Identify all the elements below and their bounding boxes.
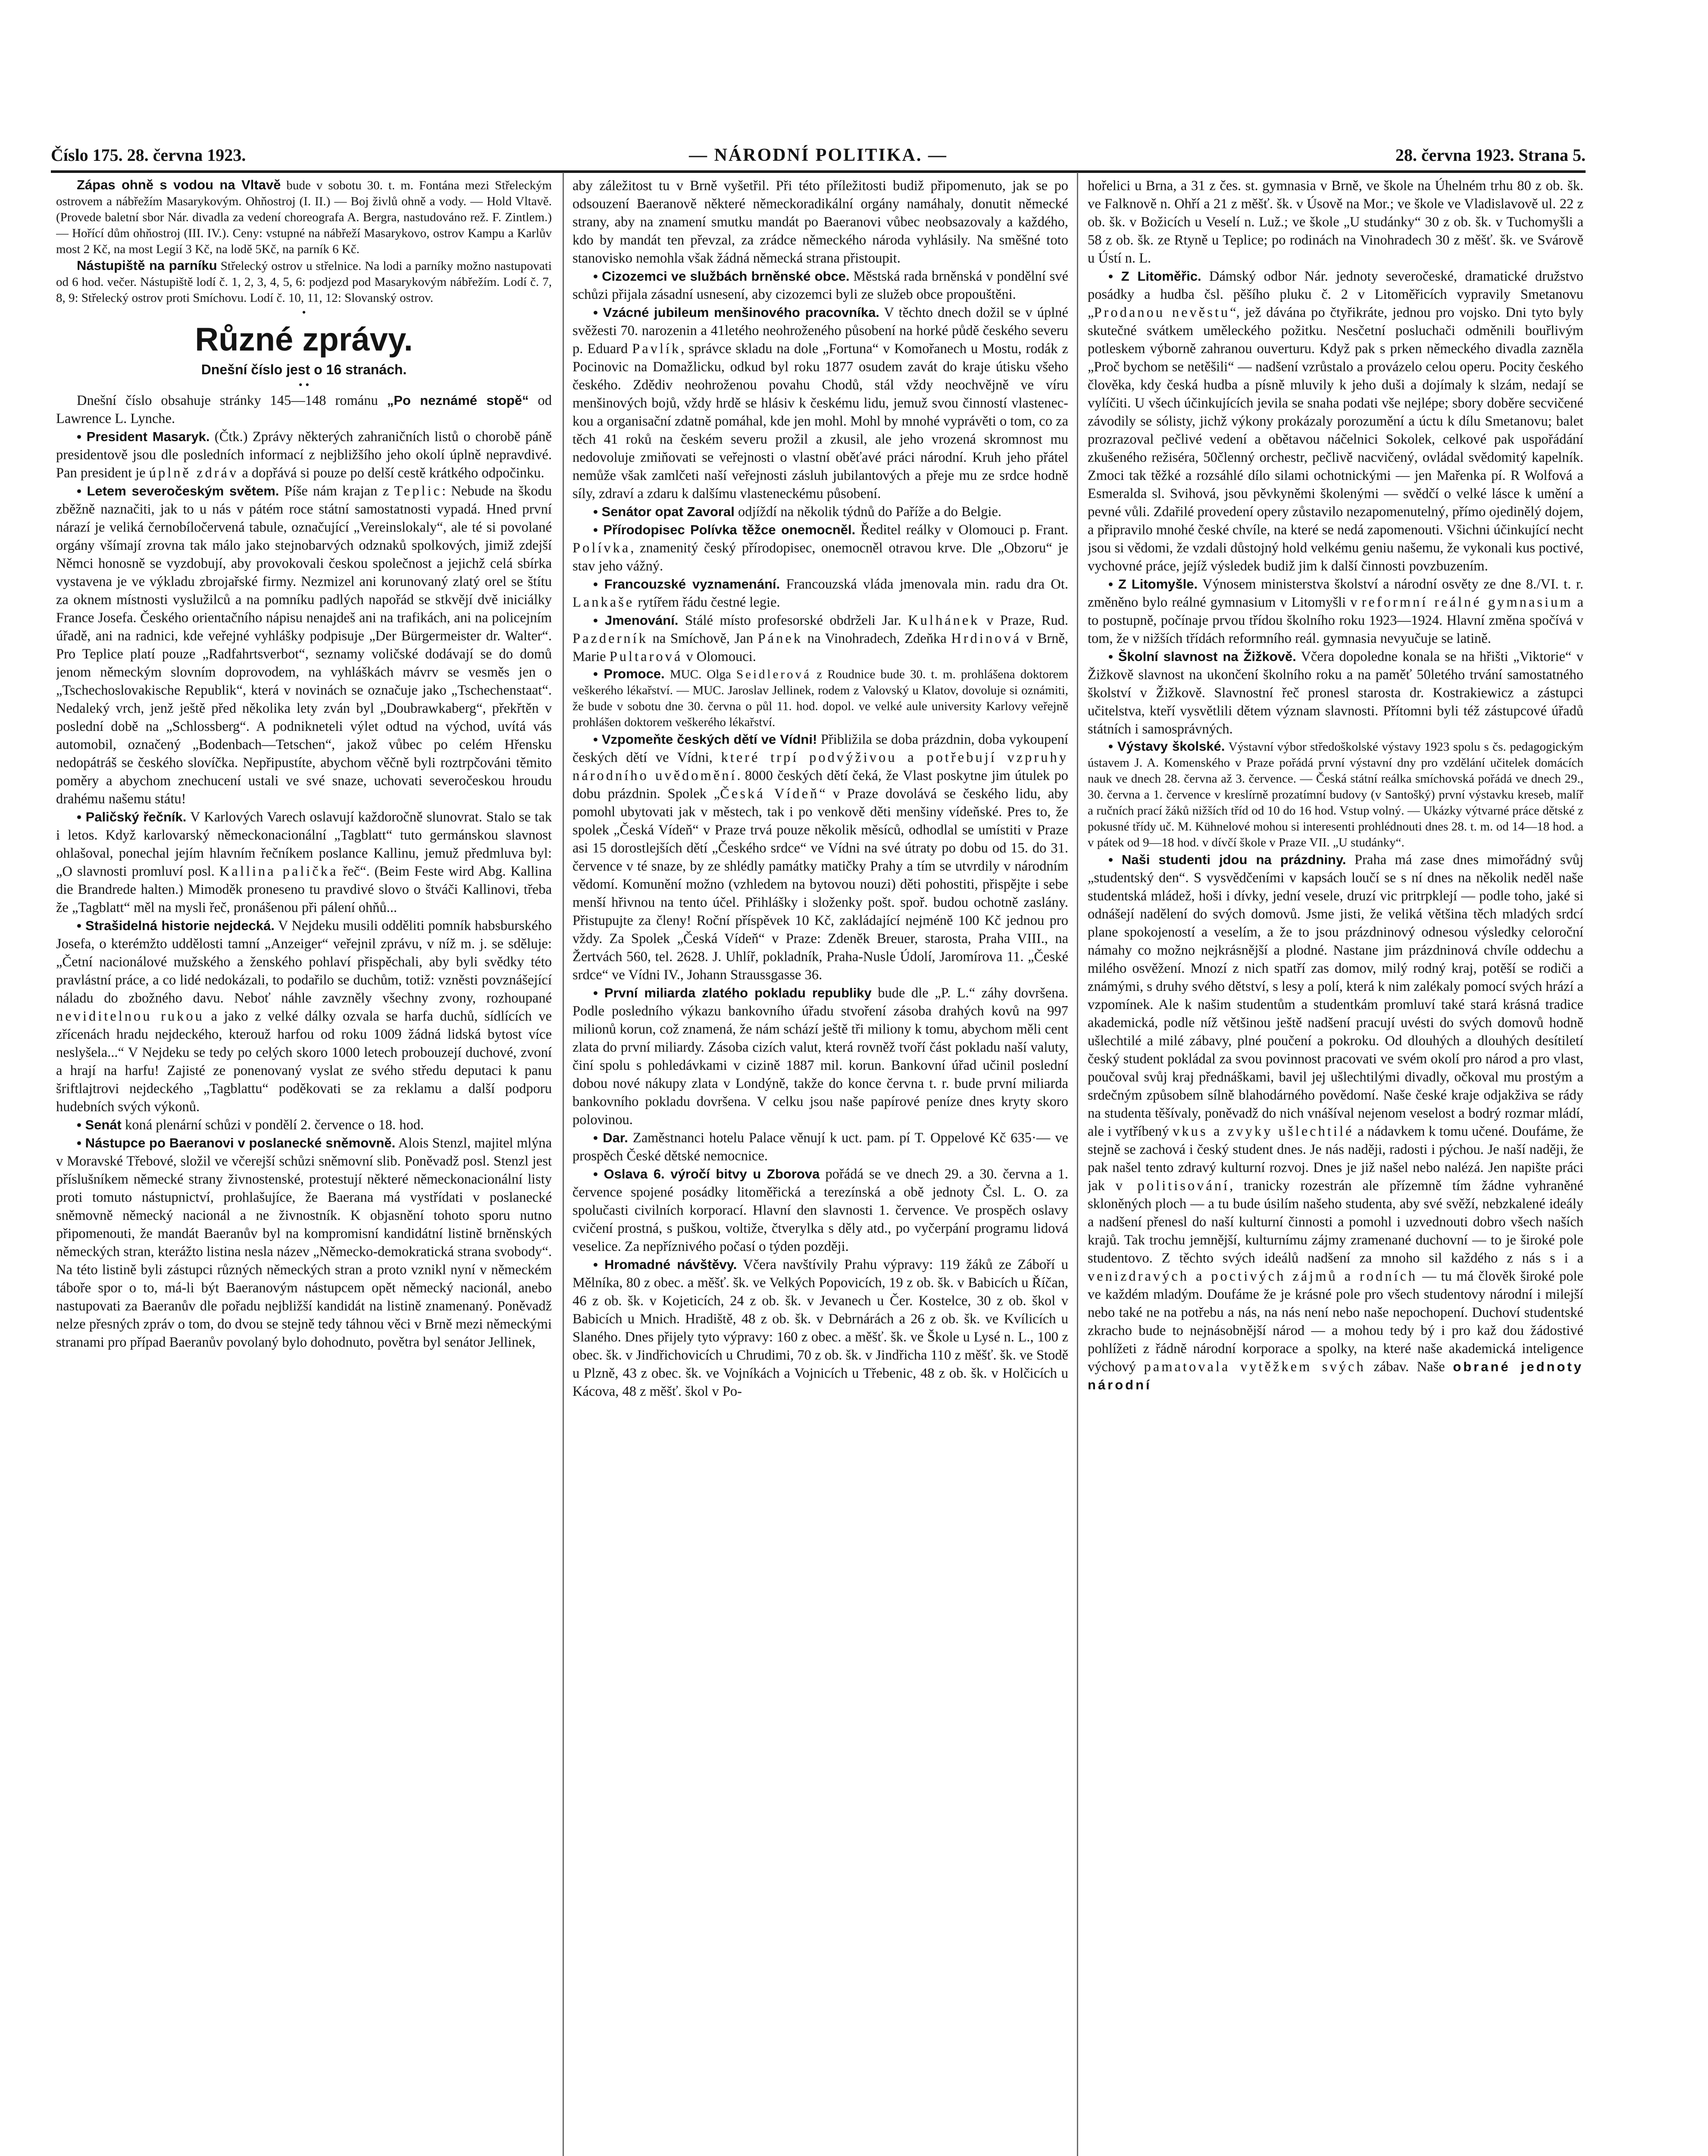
article: [56, 808, 552, 917]
article: [1088, 177, 1583, 267]
article-title: • Paličský řečník.: [77, 809, 187, 824]
issue-number: Číslo 175. 28. června 1923.: [51, 145, 246, 165]
article-text: v Brně, Marie: [572, 631, 1068, 664]
spaced-text: Pavlík: [632, 341, 681, 357]
spaced-text: pamatovala vytěžkem svých: [1144, 1359, 1366, 1375]
article-text: (Čtk.) Zprávy některých zahraničních listů o chorobě páně presidentově jsou dle posledních informací z nejbližšího jeho okolí úplně nepravdivé. Pan president je: [56, 429, 552, 481]
article-text: Ředitel reálky v Olomouci p. Frant.: [855, 522, 1068, 538]
article: [572, 1129, 1068, 1165]
novel-title: „Po neznámé stopě“: [387, 393, 529, 408]
article: [572, 611, 1068, 666]
spaced-text: Pánek: [757, 631, 803, 646]
article-text: Včera dopoledne konala se na hřišti „Viktorie“ v Žižkově slavnost na ukončení školního roku a na paměť 50letého trvání samostatného školství v Žižkově. Slavnostní řeč pronesl starosta dr. Kostrakiewicz a zástupci učitelstva, kteří vysvětlili dětem význam slavnosti. Přítomni byli též zástupcové úřadů státních i samosprávných.: [1088, 649, 1583, 737]
spaced-text: obrané jednoty národní: [1088, 1359, 1583, 1392]
spaced-text: Lankaše: [572, 595, 635, 610]
article-text: . 8000 českých dětí čeká, že Vlast poskytne jim útulek po dobu prázdnin. Spolek „: [572, 768, 1068, 802]
article-text: , znamenitý český přírodopisec, onemocněl otravou krve. Dle „Obzoru“ je stav jeho vážný.: [572, 540, 1068, 574]
article-text: od Lawrence L. Lynche.: [56, 393, 552, 426]
article-title: • Z Litomyšle.: [1108, 577, 1198, 592]
article: [56, 257, 552, 306]
article-title: • Senát: [77, 1117, 122, 1132]
article-text: aby záležitost tu v Brně vyšetřil. Při této příležitosti budiž připomenuto, jak se po odsouzení Baeranově některé německoradikální orgány namáhaly, donutit německé strany, aby na znamení smutku mandát po Baeranovi vůbec neobsazovaly a každého, kdo by mandát ten převzal, za zrádce německého národa vyhlásily. Na směšné toto stanovisko nemohla však žádná německá strana přistoupit.: [572, 178, 1068, 266]
article-text: Přibližila se doba prázdnin, doba vykoupení českých dětí ve Vídni,: [572, 732, 1068, 765]
article-title: • Vzpomeňte českých dětí ve Vídni!: [593, 732, 817, 747]
article-text: “ v Praze dovolává se českého lidu, aby pomohl ubytovati jak v městech, tak i po venkově děti menšiny vídeňské. Pres to, že spolek „Česká Vídeň“ v Praze trvá pouze několik měsíců, odhodlal se umístiti v Praze asi 15 dorostlejších dětí „Českého srdce“ ve Vídni na své útraty po dobu od 15. do 31. července v té snaze, by ze shlédly památky matičky Prahy a tím se utvrdily v národním vědomí. Komunění možno (vzhledem na bytovou nouzi) děti pohostiti, přispějte i sebe menší hřivnou na tento účel. Přihlášky i složenky pošt. spoř. budou ochotně zaslány. Přistupujte za členy! Roční příspěvek 10 Kč, zakládající nejméně 100 Kč jednou pro vždy. Za Spolek „Česká Vídeň“ v Praze: Zdeněk Breuer, starosta, Praha VIII., na Žertvách 560, tel. 2628. J. Uhlíř, pokladník, Praha-Nusle Údolí, Jaromírova 11. „České srdce“ ve Vídni IV., Johann Straussgasse 36.: [572, 786, 1068, 983]
article-title: • Jmenování.: [593, 613, 679, 628]
article-text: v Olomouci.: [682, 649, 756, 664]
article-title: • President Masaryk.: [77, 429, 210, 444]
article-text: Stálé místo profesorské obdrželi Jar.: [678, 613, 908, 628]
spaced-text: v politisování: [1115, 1178, 1230, 1194]
article: [56, 428, 552, 482]
article: [56, 482, 552, 808]
article-text: Městská rada brněnská v pondělní své schůzi přijala zásadní usnesení, aby cizozemci byli ze služeb obce propouštěni.: [572, 269, 1068, 302]
article: [572, 1165, 1068, 1256]
article: [572, 521, 1068, 575]
page-header: [51, 142, 1586, 172]
article-text: z Roudnice bude 30. t. m. prohlášena doktorem veškerého lékařství. — MUC. Jaroslav Jellinek, rodem z Valovský u Klatov, dovoluje si oznámiti, že bude v sobotu dne 30. června o půl 11. hod. dopol. ve velké aule university Karlovy veřejně prohlášen doktorem veškerého lékařství.: [572, 667, 1068, 729]
article: [1088, 738, 1583, 851]
article: [56, 917, 552, 1116]
article-text: Zaměstnanci hotelu Palace věnují k uct. pam. pí T. Oppelové Kč 635·— ve prospěch České dětské nemocnice.: [572, 1130, 1068, 1164]
article-text: bude dle „P. L.“ záhy dovršena. Podle posledního výkazu bankovního úřadu stvoření zásoba drahých kovů na 997 milionů korun, což znamená, že nám schází ještě tři miliony k tomu, abychom měli cent zlata do první miliardy. Zásoba cizích valut, která rovněž tvoří část pokladu naší valuty, činí spolu s pohledávkami v cizině 1887 mil. korun. Bankovní úřad učinil poslední dobou nové nákupy zlata v Londýně, takže do konce června t. r. bude první miliarda bankovního pokladu dovršena. V celku jsou naše papírové peníze dnes kryty skoro polovinou.: [572, 985, 1068, 1128]
spaced-text: Česká Vídeň: [720, 786, 820, 802]
article-text: Francouzská vláda jmenovala min. radu dra Ot.: [780, 577, 1068, 592]
article-text: odjíždí na několik týdnů do Paříže a do Belgie.: [734, 504, 1001, 520]
article-text: V Nejdeku musili odděliti pomník habsburského Josefa, o kterémžto uddělosti tamní „Anzeiger“ veřejnil zprávu, v níž m. j. se sděluje: „Četní nacionálové mužského a ženského pohlaví přispěchali, aby byli svědky této pravlástní práce, a co lidé nedokázali, to podařilo se duchům, totiž: vzněsti povznášející náladu do zbožného davu. Neboť náhle zavzněly všechny zvony, rozhoupané: [56, 918, 552, 1006]
article: [572, 730, 1068, 984]
article-text: koná plenární schůzi v pondělí 2. července o 18. hod.: [121, 1117, 424, 1133]
article: [572, 503, 1068, 521]
article-text: bude v sobotu 30. t. m. Fontána mezi Střeleckým ostrovem a nábřežím Masarykovým. Ohňostroj (I. II.) — Boj živlů ohně a vody. — Hold Vltavě. (Provede baletní sbor Nár. divadla za vedení choreografa A. Bergra, nastudováno rež. F. Zintlem.) — Hořící dům ohňostroj (III. IV.). Ceny: vstupné na nábřeží Masarykovo, ostrov Kampu a Karlův most 2 Kč, na most Legií 3 Kč, na lodě 5Kč, na parník 6 Kč.: [56, 179, 552, 256]
article-title: • Školní slavnost na Žižkově.: [1108, 649, 1296, 664]
spaced-text: Pultarová: [609, 649, 683, 664]
column-divider: [1077, 172, 1078, 2156]
article-title: • Francouzské vyznamenání.: [593, 577, 780, 592]
separator: •: [302, 306, 306, 319]
article: [572, 666, 1068, 730]
article-title: • Letem severočeským světem.: [77, 483, 279, 498]
article-text: Dámský odbor Nár. jednoty severočeské, dramatické družstvo posádky a hudba čsl. pěšího pluku č. 2 v Litoměřicích vypravily Smetanovu „: [1088, 269, 1583, 320]
spaced-text: Hrdinová: [951, 631, 1022, 646]
article-text: Výnosem ministerstva školství a národní osvěty ze dne 8./VI. t. r. změněno bylo reálné gymnasium v Litomyšli v: [1088, 577, 1583, 610]
article-text: : Nebude na škodu zběžně naznačiti, jak to u nás v pátém roce státní samostatnosti vypadá. Hned první nárazí je veliká černobíločervená tabule, označující „Vereinslokaly“, ale té si povolané orgány všímají zrovna tak málo jako stejnobarvých odznaků spolkových, jimiž zdejší Němci honosně se vyzdobují, aby provokovali českou společnost a jejichž celá sbírka vystavena je ve výkladu zbrojařské firmy. Nezmizel ani korunovaný zlatý orel se štítu za oknem místnosti vyslužilců a na pomníku padlých napořád se stkvějí dvě iniciálky France Josefa. Českého orientačního nápisu nenajdeš ani na trafikách, ani na policejním úřadě, ani na radnici, kde veřejné vyhlášky podpisuje „Der Bürgermeister dr. Walter“. Pro Teplice platí pouze „Radfahrtsverbot“, seznamy voličské dodávají se do domů jenom německým slovním doprovodem, na vyhláškách mávrv se vesměs jen o „Tschechoslovakische Republik“, která v novinách se označuje jako „Tschechenstaat“. Nedaleký vrch, jenž ještě před několika lety zván byl „Doubrawkaberg“, překřtěn v poslední době na „Schlossberg“. A podnikneteli výlet odtud na východ, uvítá vás automobil, označený „Bodenbach—Tetschen“, jakož vůbec po celém Hřensku nedopátráš se českého slovíčka. Nepřipustíte, abychom věčně byli roztrpčováni těmito poměry a abychom znechucení ustali ve své snaze, uchovati severočeskou hroudu drahému našemu státu!: [56, 483, 552, 807]
article-text: rytířem řádu čestné legie.: [634, 595, 780, 610]
article: [572, 267, 1068, 304]
article-text: a dopřává si pouze po delší cestě krátkého odpočinku.: [238, 465, 544, 481]
separator: • •: [298, 379, 310, 391]
article-text: hořelici u Brna, a 31 z čes. st. gymnasia v Brně, ve škole na Úhelném trhu 80 z ob. šk. ve Falknově n. Ohří a 21 z měšť. šk. v Úsově na Mor.; ve škole ve Vladislavově ul. 22 z ob. šk. v Božicích u Veselí n. Luž.; ve škole „U studánky“ 30 z ob. šk. v Tuchomyšli a 58 z ob. šk. ze Rtyně u Teplice; po rodinách na Vinohradech 30 z měšť. šk. ve Svárově u Ústí n. L.: [1088, 178, 1583, 266]
spaced-text: které trpí podvýživou a potřebují vzpruhy národního uvědomění: [572, 750, 1068, 783]
article-text: Praha má zase dnes mimořádný svůj „studentský den“. S vysvědčeními v kapsách loučí se s ní dnes na několik neděl naše studentská mládež, hoši i dívky, jední vesele, druzí vic pritrpklejí — podle toho, jaké si odnášejí nadělení do svých domovů. Jsme jisti, že veliká většina těch mladých srdcí plane spokojeností a veselím, a že to jsou prázdninový odnesou výsledky celoroční námahy co možno nejkrásnější a plodné. Nastane jim prázdninová chvíle oddechu a milého osvěžení. Mnozí z nich spatří zas domov, milý rodný kraj, potěší se rodiči a známými, s druhy svého dětství, s lesy a polí, která k nim zalékaly pomocí svých hrází a vzpomínek. Ale k našim studentům a studentkám promluví také stará krásná tradice akademická, podle níž většinou ještě nadšení pracují uvésti do svých domovů hodně ušlechtilé a milé zábavy, plné poučení a pokroku. Od dlouhých a dlouhých desítiletí český student pokládal za svou povinnost pracovati ve svém okolí pro národ a pro vlast, poučoval svůj kraj přednáškami, bavil jej ušlechtilými divadly, očkoval mu prostým a srdečným způsobem sílně blahodárného povědomí. Naše české kraje odjakživa se rády na studenta těšívaly, poněvadž do nich vnášíval nejenom veselost a bodrý rozmar mládí, ale i vytříbený: [1088, 852, 1583, 1139]
spaced-text: Kulhánek: [908, 613, 980, 628]
column-1: [56, 177, 552, 2156]
spaced-text: Teplic: [394, 483, 442, 499]
article-title: • Přírodopisec Polívka těžce onemocněl.: [593, 522, 856, 537]
article-title: • Promoce.: [593, 666, 665, 681]
spaced-text: úplně zdráv: [149, 465, 239, 481]
article-title: • Naši studenti jdou na prázdniny.: [1108, 852, 1346, 867]
article-text: Střelecký ostrov u střelnice. Na lodi a parníky možno nastupovati od 6 hod. večer. Nástupiště lodí č. 1, 2, 3, 4, 5, 6: podjezd pod Masarykovým nábřežím. Lodí č. 7, 8, 9: Střelecký ostrov proti Smíchovu. Lodí č. 10, 11, 12: Slovanský ostrov.: [56, 259, 552, 305]
article-title: • Hromadné návštěvy.: [593, 1257, 737, 1272]
article-title: Zápas ohně s vodou na Vltavě: [77, 177, 281, 192]
article-text: a jako z velké dálky ozvala se harfa duchů, sídlících ve zřícenách hradu nejdeckého, kterouž harfou od roku 1009 žádná lidská bytost více neslyšela...“ V Nejdeku se tedy po celých skoro 1000 letech probouzejí duchové, zvoní a hrají na harfu! Zajisté ze ponenovaný vyslat ze svého středu deputaci k panu šriftlajtrovi nejdeckého „Tagblattu“ poděkovati se za reklamu a další podporu hudebních svých výkonů.: [56, 1009, 552, 1115]
column-divider: [563, 172, 564, 2156]
article: [56, 392, 552, 428]
article-text: v Praze, Rud.: [979, 613, 1068, 628]
page-date-number: 28. června 1923. Strana 5.: [1395, 145, 1586, 165]
article-title: • Vzácné jubileum menšinového pracovníka.: [593, 305, 879, 320]
article-title: • Dar.: [593, 1130, 628, 1145]
article-title: • Strašidelná historie nejdecká.: [77, 918, 275, 933]
spaced-text: Pazderník: [572, 631, 648, 646]
spaced-text: reformní reálné gymnasium: [1361, 595, 1573, 610]
article: [572, 1256, 1068, 1401]
article: [572, 304, 1068, 503]
spaced-text: Seidlerová: [736, 667, 811, 681]
section-heading: Různé zprávy.: [195, 321, 413, 358]
spaced-text: venizdravých a poctivých zájmů a rodních: [1088, 1269, 1418, 1284]
article-text: Dnešní číslo obsahuje stránky 145—148 románu: [77, 393, 387, 408]
article: [56, 1116, 552, 1134]
article-title: • Z Litoměřic.: [1108, 269, 1201, 284]
article-text: Výstavní výbor středoškolské výstavy 1923 spolu s čs. pedagogickým ústavem J. A. Komenského v Praze pořádá první výstavní dny pro vzdělání učitelek domácích nauk ve dnech 28. června až 3. července. — Česká státní reálka smíchovská pořádá ve dnech 29., 30. června a 1. července v kreslírně prozatímní budovy (v Santošký) první výstavku kreseb, malíř a ručních prací žáků nižších tříd od 10 do 16 hod. Vstup volný. — Ukázky výtvarné práce dětské z pokusné třídy uč. M. Kühnelové mohou si interesenti prohlédnouti dnes 28. t. m. od 14—18 hod. a v pátek od 9—18 hod. v dívčí škole v Praze VII. „U studánky“.: [1088, 740, 1583, 849]
article-text: a to postupně, počínaje prvou třídou školního roku 1923—1924. Hlavní změna spočívá v tom, že v nižších třídách reformního reál. gymnasia nevyučuje se latině.: [1088, 595, 1583, 646]
article-text: “, jež dávána po čtyřikráte, jednou pro vojsko. Dni tyto byly skutečné svátkem uměleckého požitku. Nesčetní posluchači odměnili bouřlivým potleskem výborně zahranou ouverturu. Když pak s prken německého divadla zazněla „Proč bychom se netěšili“ — nadšení vzrůstalo a provázelo celou operu. Pocity českého člověka, kdy česká hudba a písně mluvily k jeho duši a dojímaly k slzám, nedají se vylíčiti. U všech účinkujících jevila se snaha podati vše nejlépe; sbory doběre secvičené závodily se sólisty, jichž výkony prokázaly porozumění a úctu k dílu Smetanovu; balet prozrazoval pečlivé vedení a obětavou náčelnici Sokolek, celkové pak uspořádání zkušeného režiséra, 50členný orchestr, pečlivě nacvičený, ovládal svědomitý kapelník. Zmoci tak těžké a rozsáhlé dílo silami ochotnickými — jen Mařenka pí. R Wolfová a Esmeralda sl. Svihová, jsou pěvkyněmi školenými — svědčí o velké lásce k umění a pevné vůli. Zdařilé provedení opery zůstavilo nezapomenutelný, přímo ojedinělý dojem, a připravilo mnohé české chvíle, na které se nedá zapomenouti. Všichni účinkující necht jsou si vědomi, že vzdali důstojný hold velkému geniu našemu, že vykonali kus poctivé, vychovné práce, jejíž výsledek budiž jim k další činnosti povzbuzením.: [1088, 305, 1583, 574]
spaced-text: neviditelnou rukou: [56, 1009, 204, 1024]
article: [572, 177, 1068, 267]
article-text: zábav. Naše: [1365, 1359, 1453, 1375]
article-text: — tu má člověk široké pole ve každém mladým. Doufáme že je krásné pole pro všech studentovy národní i milejší nebo také ne na potřebu a nás, na nás není nebo naše nepochopení. Duchoví studentské zkracho bude to nejnásobnější národ — a mohou tedy bý i pro kaž dou žádostivé pohlížeti z řádně národní korporace a spolky, na které naše akademická inteligence výchový: [1088, 1269, 1583, 1375]
article-text: a nádavkem k tomu učené. Doufáme, že stejně se zachová i český student dnes. Je nás naději, radosti i pýchou. Je naší naději, že pak našel tento zdravý kulturní rozvoj. Dnes je již našel nebo nalézá. Jen napište práci jak: [1088, 1124, 1583, 1194]
article-title: • První miliarda zlatého pokladu republiky: [593, 985, 872, 1000]
article: [56, 177, 552, 257]
article-text: MUC. Olga: [664, 667, 736, 681]
article-text: V Karlových Varech oslavují každoročně slunovrat. Stalo se tak i letos. Když karlovarský německonacionální „Tagblatt“ tuto germánskou slavnost ohlašoval, ponechal jejím hlavním řečníkem poslance Kallinu, jemuž předmluva byl: „O slavnosti promluví posl.: [56, 809, 552, 879]
article-text: Včera navštívily Prahu výpravy: 119 žáků ze Záboří u Mělníka, 80 z obec. a měšť. šk. ve Velkých Popovicích, 19 z ob. šk. v Babicích u Říčan, 46 z ob. šk. v Kojeticích, 24 z ob. šk. v Jevanech u Čer. Kostelce, 30 z ob. škol v Babicích u Mnich. Hradiště, 48 z ob. šk. v Debrnárách a 26 z ob. šk. ve Kvílicích u Slaného. Dnes přijely tyto výpravy: 160 z obec. a měšť. šk. ve Škole u Lysé n. L., 100 z obec. šk. v Jindřichovicích u Chrudimi, 70 z ob. šk. v Jindřicha 110 z měšť. šk. ve Stodě u Plzně, 43 z obec. šk. ve Vojníkách a Vojnicích u Třebenic, 48 z ob. šk. v Holčicích u Kácova, 48 z měšť. škol v Po-: [572, 1257, 1068, 1399]
article-text: na Vinohradech, Zdeňka: [803, 631, 951, 646]
article-text: na Smíchově, Jan: [648, 631, 758, 646]
article-text: řeč“. (Beim Feste wird Abg. Kallina die Brandrede halten.) Mimoděk proneseno tu pravdivé slovo o štváči Kallinovi, třeba že „Tagblatt“ měl na mysli řeč, pronášenou při pálení ohňů...: [56, 864, 552, 915]
article-title: • Cizozemci ve službách brněnské obce.: [593, 269, 850, 284]
article-title: • Oslava 6. výročí bitvy u Zborova: [593, 1166, 820, 1181]
article-text: Píše nám krajan z: [279, 483, 394, 499]
spaced-text: Kallina palička: [219, 864, 338, 879]
article: [572, 984, 1068, 1129]
article-text: pořádá se ve dnech 29. a 30. června a 1. července spojené posádky litoměřická a terezínská a obě jednoty Čsl. L. O. za spolučasti civilních korporací. Hlavní den slavnosti 1. července. Ve prospěch oslavy cvičení prostná, s puškou, voltiže, čtverylka s děly atd., po vyčerpání programu lidová veselice. Za nepříznivého počasí o týden později.: [572, 1166, 1068, 1254]
masthead-title: — NÁRODNÍ POLITIKA. —: [689, 145, 948, 165]
article: [1088, 267, 1583, 575]
spaced-text: Prodanou nevěstu: [1094, 305, 1230, 320]
article: [1088, 648, 1583, 738]
article-text: , tranicky rozestrán ale přízemně tím žádne vyhraněné skloněných ploch — a tu bude úsilím našeho studenta, aby své svěží, nebzkalené ideály a nadšení přenesl do naší kulturní činnosti a pomohl i uzvednouti dobro všech naších krajů. Tak trochu jemnější, kulturnímu zájmy zramenané duchovní — to je široké pole studentovo. Z těchto svých ideálů nadšení za mnoho sil každého z nás s i a: [1088, 1178, 1583, 1266]
article-title: • Nástupce po Baeranovi v poslanecké sněmovně.: [77, 1135, 396, 1150]
column-2: [572, 177, 1068, 2156]
article-text: , správce skladu na dole „Fortuna“ v Komořanech u Mostu, rodák z Pocinovic na Domažlicku, odkud byl roku 1877 osudem zavát do kraje útisku všeho českého. Zdědiv neohroženou povahu Chodů, stál vždy neochvějně ve víru menšinových bojů, vždy hrdě se hlásiv k českému lidu, jemuž svou činností vlasteneckou a organisační zdatně pomáhal, kde jen mohl. Mohl by mnohé vyprávěti o tom, co za těch 41 roků na českém severu prožil a zkusil, ale jeho vrozená skromnost mu nedovoluje zmiňovati se veřejnosti o vlastní oběťavé práci národní. Kruh jeho přátel nemůže však zamlčeti naší veřejnosti zásluh jubilantových a přeje mu ze srdce hodně síly, zdraví a zdaru k dalšímu vlasteneckému působení.: [572, 341, 1068, 501]
article-title: • Senátor opat Zavoral: [593, 504, 735, 519]
article: [1088, 851, 1583, 1394]
article-text: Alois Stenzl, majitel mlýna v Moravské Třebové, složil ve včerejší schůzi sněmovní slib. Poněvadž posl. Stenzl jest příslušníkem německé strany živnostenské, protestují některé německonacionální listy proti tomuto nástupnictví, prohlašujíce, že Baerana má vystřídati v poslanecké sněmovně německý nacionál a ne živnostník. K objasnění tohoto sporu nutno připomenouti, že mandát Baeranův byl na kompromisní kandidátní listině brněnských německých stran, kterážto listina nesla název „Německo-demokratická strana svobody“. Na této listině byli zástupci různých německých stran a proto vznikl nyní v německém táboře spor o to, má-li být Baeranovým nástupcem opět německý nacionál, anebo nastupovati za Baeranův dle pořadu nejbližší kandidát na listině znamenaný. Poněvadž nelze přesných zpráv o tom, do dvou se stejně tedy táhnou věci v Brně mezi německými stranami pro případ Baeranův povolaný bylo dohodnuto, povětra byl senátor Jellinek,: [56, 1135, 552, 1350]
article: [1088, 575, 1583, 648]
article: [572, 575, 1068, 611]
section-subheading: Dnešní číslo jest o 16 stranách.: [201, 362, 407, 377]
spaced-text: Polívka: [572, 540, 631, 556]
article-text: V těchto dnech dožil se v úplné svěžesti 70. narozenin a 41letého neohroženého působení na horké půdě českého severu p. Eduard: [572, 305, 1068, 357]
article-title: • Výstavy školské.: [1108, 739, 1225, 754]
header-rule: [51, 170, 1586, 173]
article: [56, 1134, 552, 1351]
article-title: Nástupiště na parníku: [77, 258, 217, 273]
column-3: [1088, 177, 1583, 2156]
spaced-text: vkus a zvyky ušlechtilé: [1173, 1124, 1354, 1139]
